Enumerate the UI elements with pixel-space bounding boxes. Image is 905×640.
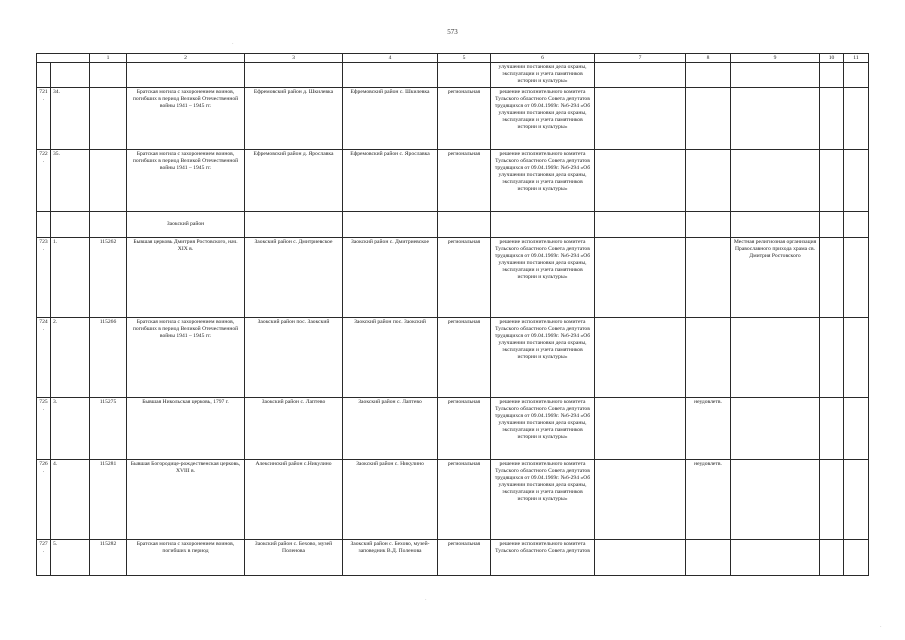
column-header: 6: [491, 54, 595, 63]
table-cell: [844, 212, 869, 238]
table-cell: 115281: [90, 460, 127, 540]
table-cell: решение исполнительного комитета Тульского областного Совета депутатов трудящихся от 09.04.1969г. №6-294 «Об улучшении постановки дела охраны, эксплуатации и учета памятников истории и культуры»: [491, 150, 595, 212]
table-cell: [844, 540, 869, 576]
heritage-registry-table: [36, 53, 869, 576]
column-header: [37, 54, 90, 63]
column-header: 1: [90, 54, 127, 63]
scan-speck: ·: [425, 598, 427, 603]
table-cell: 722.: [37, 150, 51, 212]
table-cell: [343, 212, 438, 238]
table-cell: [820, 238, 844, 318]
scan-speck: ·: [232, 42, 234, 47]
table-cell: [90, 150, 127, 212]
table-cell: региональная: [438, 318, 491, 398]
table-cell: [245, 212, 343, 238]
table-cell: 115262: [90, 238, 127, 318]
table-cell: [686, 540, 731, 576]
table-cell: 721.: [37, 88, 51, 150]
table-cell: 2.: [51, 318, 90, 398]
table-cell: [686, 150, 731, 212]
table-row: [37, 63, 869, 88]
table-row: [37, 318, 869, 398]
table-cell: [595, 238, 686, 318]
table-cell: [731, 318, 820, 398]
column-header: 9: [731, 54, 820, 63]
table-cell: Заокский район с. Бехово, музей Поленова: [245, 540, 343, 576]
table-cell: Заокский район с. Дмитриевское: [343, 238, 438, 318]
table-cell: Братская могила с захоронением воинов, погибших в период Великой Отечественной войны 1941 – 1945 гг.: [127, 88, 245, 150]
table-cell: [595, 398, 686, 460]
table-cell: Заокский район с. Бехово, музей-заповедник В.Д. Поленова: [343, 540, 438, 576]
table-cell: [37, 63, 51, 88]
table-cell: [37, 212, 51, 238]
table-cell: [844, 150, 869, 212]
table-cell: [844, 398, 869, 460]
table-cell: [820, 398, 844, 460]
table-cell: [686, 318, 731, 398]
table-row: [37, 88, 869, 150]
table-cell: [844, 88, 869, 150]
table-cell: Ефремовский район д. Шкилевка: [245, 88, 343, 150]
table-cell: Заокский район с. Лаптево: [245, 398, 343, 460]
column-header: 8: [686, 54, 731, 63]
table-cell: [686, 238, 731, 318]
table-row: [37, 460, 869, 540]
table-cell: [343, 63, 438, 88]
table-cell: [686, 88, 731, 150]
table-cell: [595, 460, 686, 540]
table-cell: Бывшая церковь Дмитрия Ростовского, нач. XIX в.: [127, 238, 245, 318]
table-cell: региональная: [438, 460, 491, 540]
table-cell: 724.: [37, 318, 51, 398]
table-cell: [51, 63, 90, 88]
table-cell: Заокский район пос. Заокский: [245, 318, 343, 398]
table-cell: Заокский район с. Дмитриевское: [245, 238, 343, 318]
table-cell: Бывшая Богородице-рождественская церковь, XVIII в.: [127, 460, 245, 540]
table-cell: [820, 460, 844, 540]
table-cell: [820, 212, 844, 238]
table-cell: 726.: [37, 460, 51, 540]
table-cell: Алексинский район с.Никулино: [245, 460, 343, 540]
table-cell: региональная: [438, 540, 491, 576]
table-cell: [731, 398, 820, 460]
table-cell: [595, 540, 686, 576]
table-cell: [51, 212, 90, 238]
table-cell: региональная: [438, 150, 491, 212]
table-cell: 34.: [51, 88, 90, 150]
table-cell: [731, 150, 820, 212]
table-row: [37, 398, 869, 460]
table-cell: 35.: [51, 150, 90, 212]
table-row: [37, 540, 869, 576]
table-cell: [127, 63, 245, 88]
table-cell: [844, 318, 869, 398]
table-cell: 115282: [90, 540, 127, 576]
table-cell: Ефремовский район д. Ярославка: [245, 150, 343, 212]
table-cell: [438, 63, 491, 88]
section-heading: Заокский район: [127, 212, 245, 238]
table-cell: [491, 212, 595, 238]
table-cell: [90, 88, 127, 150]
table-cell: региональная: [438, 88, 491, 150]
table-cell: Заокский район с. Лаптево: [343, 398, 438, 460]
table-cell: [245, 63, 343, 88]
table-cell: 723.: [37, 238, 51, 318]
table-row: [37, 238, 869, 318]
table-cell: 3.: [51, 398, 90, 460]
table-cell: решение исполнительного комитета Тульского областного Совета депутатов трудящихся от 09.04.1969г. №6-294 «Об улучшении постановки дела охраны, эксплуатации и учета памятников истории и культуры»: [491, 460, 595, 540]
column-header: 7: [595, 54, 686, 63]
table-cell: Заокский район пос. Заокский: [343, 318, 438, 398]
table-cell: [595, 63, 686, 88]
table-cell: [731, 540, 820, 576]
table-cell: Братская могила с захоронением воинов, погибших в период Великой Отечественной войны 1941 – 1945 гг.: [127, 318, 245, 398]
table-cell: [90, 212, 127, 238]
table-cell: Местная религиозная организация Православного прихода храма св. Дмитрия Ростовского: [731, 238, 820, 318]
table-cell: [844, 63, 869, 88]
table-cell: [820, 88, 844, 150]
column-header: 4: [343, 54, 438, 63]
table-cell: решение исполнительного комитета Тульского областного Совета депутатов трудящихся от 09.04.1969г. №6-294 «Об улучшении постановки дела охраны, эксплуатации и учета памятников истории и культуры»: [491, 398, 595, 460]
table-cell: 5.: [51, 540, 90, 576]
table-cell: [731, 460, 820, 540]
table-cell: [731, 212, 820, 238]
table-cell: улучшении постановки дела охраны, эксплуатации и учета памятников истории и культуры»: [491, 63, 595, 88]
table-cell: региональная: [438, 398, 491, 460]
table-cell: Братская могила с захоронением воинов, погибших в период: [127, 540, 245, 576]
column-header-row: [37, 54, 869, 63]
table-cell: [90, 63, 127, 88]
column-header: 3: [245, 54, 343, 63]
table-cell: 115275: [90, 398, 127, 460]
condition-cell: неудовлетв.: [686, 398, 731, 460]
column-header: 5: [438, 54, 491, 63]
table-cell: Братская могила с захоронением воинов, погибших в период Великой Отечественной войны 1941 – 1945 гг.: [127, 150, 245, 212]
table-cell: [595, 150, 686, 212]
table-cell: [595, 212, 686, 238]
table-cell: [820, 318, 844, 398]
column-header: 11: [844, 54, 869, 63]
table-cell: Ефремовский район с. Ярославка: [343, 150, 438, 212]
table-cell: Бывшая Никольская церковь, 1797 г.: [127, 398, 245, 460]
table-cell: [844, 238, 869, 318]
table-cell: региональная: [438, 238, 491, 318]
table-cell: решение исполнительного комитета Тульского областного Совета депутатов: [491, 540, 595, 576]
table-cell: 727.: [37, 540, 51, 576]
scan-speck: ·: [880, 625, 882, 630]
table-cell: [595, 318, 686, 398]
table-cell: 4.: [51, 460, 90, 540]
table-cell: [731, 63, 820, 88]
table-cell: Заокский район с. Никулино: [343, 460, 438, 540]
table-cell: Ефремовский район с. Шкилевка: [343, 88, 438, 150]
table-cell: [438, 212, 491, 238]
table-cell: [731, 88, 820, 150]
table-cell: [820, 63, 844, 88]
table-row: [37, 150, 869, 212]
table-cell: решение исполнительного комитета Тульского областного Совета депутатов трудящихся от 09.04.1969г. №6-294 «Об улучшении постановки дела охраны, эксплуатации и учета памятников истории и культуры»: [491, 238, 595, 318]
table-cell: решение исполнительного комитета Тульского областного Совета депутатов трудящихся от 09.04.1969г. №6-294 «Об улучшении постановки дела охраны, эксплуатации и учета памятников истории и культуры»: [491, 318, 595, 398]
column-header: 2: [127, 54, 245, 63]
table-cell: [844, 460, 869, 540]
table-cell: [686, 63, 731, 88]
table-cell: [820, 540, 844, 576]
page-number: 573: [447, 28, 458, 36]
table-cell: [686, 212, 731, 238]
table-cell: 725.: [37, 398, 51, 460]
table-cell: [820, 150, 844, 212]
table-cell: решение исполнительного комитета Тульского областного Совета депутатов трудящихся от 09.04.1969г. №6-294 «Об улучшении постановки дела охраны, эксплуатации и учета памятников истории и культуры»: [491, 88, 595, 150]
column-header: 10: [820, 54, 844, 63]
table-cell: 1.: [51, 238, 90, 318]
table-row-section: [37, 212, 869, 238]
table-cell: [595, 88, 686, 150]
condition-cell: неудовлетв.: [686, 460, 731, 540]
table-cell: 115266: [90, 318, 127, 398]
